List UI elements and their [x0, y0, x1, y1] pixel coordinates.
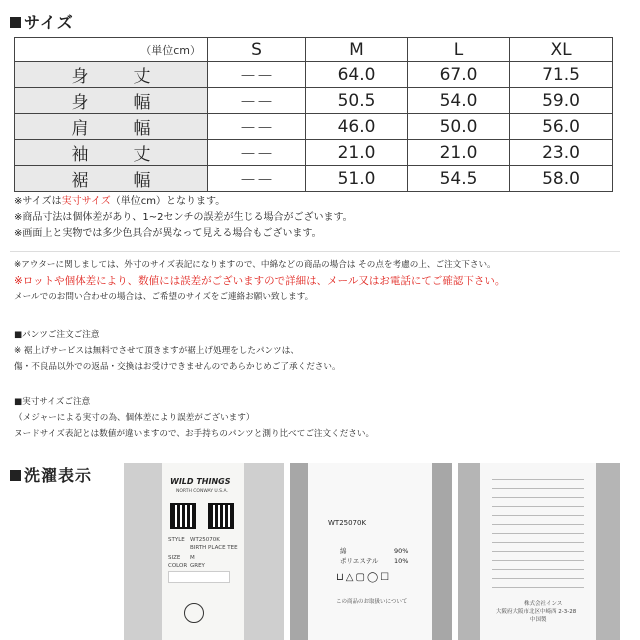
- square-bullet-icon: [10, 17, 21, 28]
- brand-logo-text: WILD THINGS: [170, 477, 231, 486]
- cell-value: 54.0: [408, 88, 510, 114]
- row-header-width: [15, 88, 208, 114]
- cell-value: 21.0: [408, 140, 510, 166]
- company-address: 大阪府大阪市北区中崎西 2-3-28: [496, 609, 577, 615]
- row-label-char: 幅: [133, 93, 151, 113]
- fiber-name: ポリエステル: [340, 557, 379, 565]
- size-notes: [14, 194, 353, 242]
- row-label-char: 袖: [71, 145, 89, 165]
- tag-footer-text: この商品のお取扱いについて: [336, 599, 408, 605]
- cell-value: 21.0: [306, 140, 408, 166]
- cell-value: －－: [208, 88, 306, 114]
- row-label-char: 幅: [133, 171, 151, 191]
- size-header-xl: XL: [510, 38, 613, 62]
- size-header-l: L: [408, 38, 510, 62]
- actual-size-notes: [14, 394, 374, 442]
- style-label: STYLE: [168, 537, 185, 543]
- barcode-area: [168, 571, 230, 583]
- wash-symbols-icon: ⊔△▢◯☐: [336, 572, 392, 583]
- style-value: WT25070K: [190, 537, 220, 543]
- size-label: SIZE: [168, 555, 181, 561]
- table-row: [15, 114, 613, 140]
- style-code: WT25070K: [328, 519, 367, 527]
- instruction-text-lines: [492, 479, 584, 589]
- product-name: BIRTH PLACE TEE: [190, 545, 238, 551]
- note-line: ヌードサイズ表記とは数値が違いますので、お手持ちのパンツと測り比べてご注文ください。: [14, 429, 375, 439]
- cell-value: －－: [208, 166, 306, 192]
- row-label-char: 丈: [133, 145, 151, 165]
- note-line: [14, 194, 353, 210]
- recycle-icon: [184, 603, 204, 623]
- cell-value: 58.0: [510, 166, 613, 192]
- unit-label: （単位cm）: [15, 38, 208, 62]
- note-line: メールでのお問い合わせの場合は、ご希望のサイズをご連絡お願い致します。: [14, 292, 314, 302]
- note-line-red: ※ロットや個体差により、数値には誤差がございますので詳細は、メール又はお電話にてご確認下さい。: [14, 275, 506, 287]
- row-header-length: [15, 62, 208, 88]
- outer-notes: [14, 257, 505, 305]
- row-label-char: 肩: [71, 119, 89, 139]
- size-section-title-text: サイズ: [24, 13, 74, 32]
- note-text: ※サイズは: [14, 196, 62, 207]
- fiber-percent: 90%: [394, 547, 409, 555]
- row-header-hem: [15, 166, 208, 192]
- cell-value: 56.0: [510, 114, 613, 140]
- note-line: ※画面上と実物では多少色具合が異なって見える場合もございます。: [14, 228, 322, 239]
- size-table: [14, 37, 613, 192]
- company-name: 株式会社インス: [524, 601, 563, 607]
- instruction-tag: [480, 463, 596, 640]
- row-label-char: 身: [71, 93, 89, 113]
- cell-value: －－: [208, 62, 306, 88]
- fiber-name: 綿: [340, 547, 347, 555]
- country-of-origin: 中国製: [530, 617, 547, 623]
- size-header-s: S: [208, 38, 306, 62]
- color-value: GREY: [190, 563, 205, 569]
- qr-code-icon: [170, 503, 196, 529]
- row-header-sleeve: [15, 140, 208, 166]
- qr-code-icon: [208, 503, 234, 529]
- color-label: COLOR: [168, 563, 188, 569]
- note-line: ※商品寸法は個体差があり、1~2センチの誤差が生じる場合がございます。: [14, 212, 353, 223]
- row-label-char: 裾: [71, 171, 89, 191]
- divider: [10, 251, 620, 252]
- cell-value: 46.0: [306, 114, 408, 140]
- row-label-char: 丈: [133, 67, 151, 87]
- cell-value: 59.0: [510, 88, 613, 114]
- pants-notes: [14, 327, 341, 375]
- size-header-m: M: [306, 38, 408, 62]
- cell-value: 51.0: [306, 166, 408, 192]
- care-label-photo-3: [458, 463, 620, 640]
- cell-value: 71.5: [510, 62, 613, 88]
- brand-tag: [162, 463, 244, 640]
- note-line: ※アウターに関しましては、外寸のサイズ表記になりますので、中綿などの商品の場合は その点を考慮の上、ご注文下さい。: [14, 260, 496, 270]
- composition-tag: [308, 463, 432, 640]
- cell-value: 64.0: [306, 62, 408, 88]
- cell-value: －－: [208, 140, 306, 166]
- table-row: [15, 140, 613, 166]
- cell-value: 50.0: [408, 114, 510, 140]
- size-section-title: [10, 10, 74, 33]
- care-label-photo-1: [124, 463, 284, 640]
- size-value: M: [190, 555, 195, 561]
- table-row: [15, 62, 613, 88]
- cell-value: 23.0: [510, 140, 613, 166]
- note-line: ※ 裾上げサービスは無料でさせて頂きますが裾上げ処理をしたパンツは、: [14, 346, 299, 356]
- note-red-text: 実寸サイズ: [61, 196, 111, 207]
- note-text: （単位cm）となります。: [110, 196, 226, 207]
- row-label-char: 身: [71, 67, 89, 87]
- row-header-shoulder: [15, 114, 208, 140]
- brand-sub-text: NORTH CONWAY U.S.A.: [176, 489, 228, 494]
- cell-value: 54.5: [408, 166, 510, 192]
- pants-notes-heading: ■パンツご注文ご注意: [14, 330, 100, 340]
- wash-section-title: [10, 463, 92, 486]
- square-bullet-icon: [10, 470, 21, 481]
- cell-value: －－: [208, 114, 306, 140]
- note-line: （メジャーによる実寸の為、個体差により誤差がございます）: [14, 413, 255, 423]
- table-row: [15, 88, 613, 114]
- row-label-char: 幅: [133, 119, 151, 139]
- fiber-percent: 10%: [394, 557, 409, 565]
- cell-value: 67.0: [408, 62, 510, 88]
- size-table-header-row: [15, 38, 613, 62]
- wash-section-title-text: 洗濯表示: [24, 466, 93, 485]
- cell-value: 50.5: [306, 88, 408, 114]
- actual-notes-heading: ■実寸サイズご注意: [14, 397, 91, 407]
- note-line: 傷・不良品以外での返品・交換はお受けできませんのであらかじめご了承ください。: [14, 362, 341, 372]
- care-label-photo-2: [290, 463, 452, 640]
- table-row: [15, 166, 613, 192]
